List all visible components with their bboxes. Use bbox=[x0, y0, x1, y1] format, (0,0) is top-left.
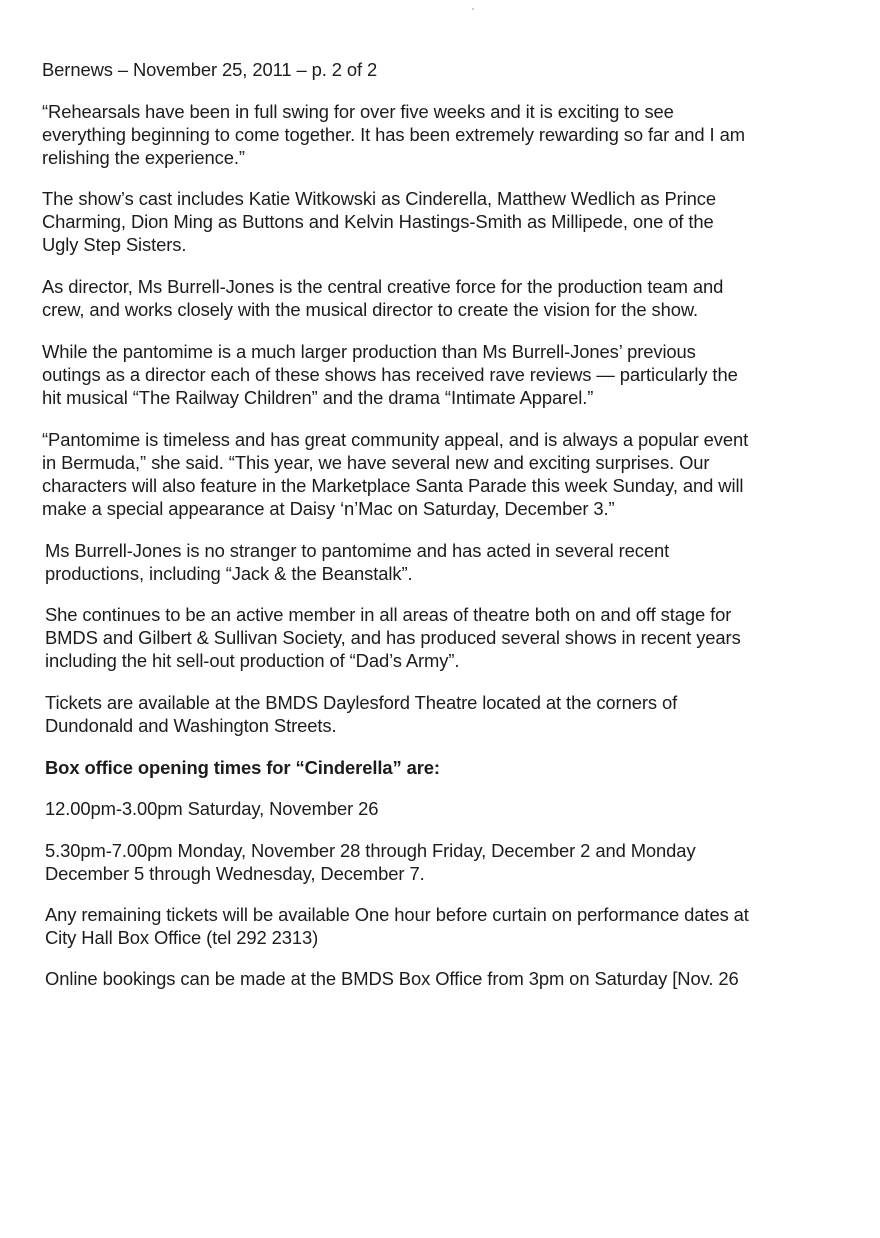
text-line: As director, Ms Burrell-Jones is the central creative force for the production team and bbox=[42, 276, 724, 297]
text-line: make a special appearance at Daisy ‘n’Mac on Saturday, December 3.” bbox=[42, 498, 615, 519]
text-line: relishing the experience.” bbox=[42, 147, 245, 168]
text-line: Tickets are available at the BMDS Daylesford Theatre located at the corners of bbox=[45, 692, 678, 713]
text-line: Online bookings can be made at the BMDS Box Office from 3pm on Saturday [Nov. 26 bbox=[45, 968, 739, 989]
text-line: Charming, Dion Ming as Buttons and Kelvin Hastings-Smith as Millipede, one of the bbox=[42, 211, 714, 232]
text-line: She continues to be an active member in all areas of theatre both on and off stage for bbox=[45, 604, 732, 625]
text-line: City Hall Box Office (tel 292 2313) bbox=[45, 927, 319, 948]
page-header: Bernews – November 25, 2011 – p. 2 of 2 bbox=[42, 59, 378, 80]
text-line: December 5 through Wednesday, December 7. bbox=[45, 863, 425, 884]
text-line: Dundonald and Washington Streets. bbox=[45, 715, 337, 736]
text-line: 5.30pm-7.00pm Monday, November 28 through Friday, December 2 and Monday bbox=[45, 840, 696, 861]
text-line: BMDS and Gilbert & Sullivan Society, and has produced several shows in recent years bbox=[45, 627, 741, 648]
text-line: outings as a director each of these shows has received rave reviews — particularly the bbox=[42, 364, 738, 385]
text-line: 12.00pm-3.00pm Saturday, November 26 bbox=[45, 798, 379, 819]
text-line: productions, including “Jack & the Beanstalk”. bbox=[45, 563, 413, 584]
text-line: “Pantomime is timeless and has great community appeal, and is always a popular event bbox=[42, 429, 749, 450]
text-line: everything beginning to come together. It has been extremely rewarding so far and I am bbox=[42, 124, 745, 145]
text-line: characters will also feature in the Marketplace Santa Parade this week Sunday, and will bbox=[42, 475, 744, 496]
text-line: Any remaining tickets will be available One hour before curtain on performance dates at bbox=[45, 904, 749, 925]
box-office-heading: Box office opening times for “Cinderella” are: bbox=[45, 757, 440, 778]
text-line: in Bermuda,” she said. “This year, we have several new and exciting surprises. Our bbox=[42, 452, 710, 473]
text-line: The show’s cast includes Katie Witkowski as Cinderella, Matthew Wedlich as Prince bbox=[42, 188, 716, 209]
text-line: crew, and works closely with the musical director to create the vision for the show. bbox=[42, 299, 698, 320]
scan-speck bbox=[472, 8, 474, 10]
text-line: Ugly Step Sisters. bbox=[42, 234, 187, 255]
text-line: hit musical “The Railway Children” and the drama “Intimate Apparel.” bbox=[42, 387, 594, 408]
text-line: Ms Burrell-Jones is no stranger to pantomime and has acted in several recent bbox=[45, 540, 670, 561]
text-line: including the hit sell-out production of “Dad’s Army”. bbox=[45, 650, 460, 671]
text-line: “Rehearsals have been in full swing for over five weeks and it is exciting to see bbox=[42, 101, 674, 122]
text-line: While the pantomime is a much larger production than Ms Burrell-Jones’ previous bbox=[42, 341, 696, 362]
